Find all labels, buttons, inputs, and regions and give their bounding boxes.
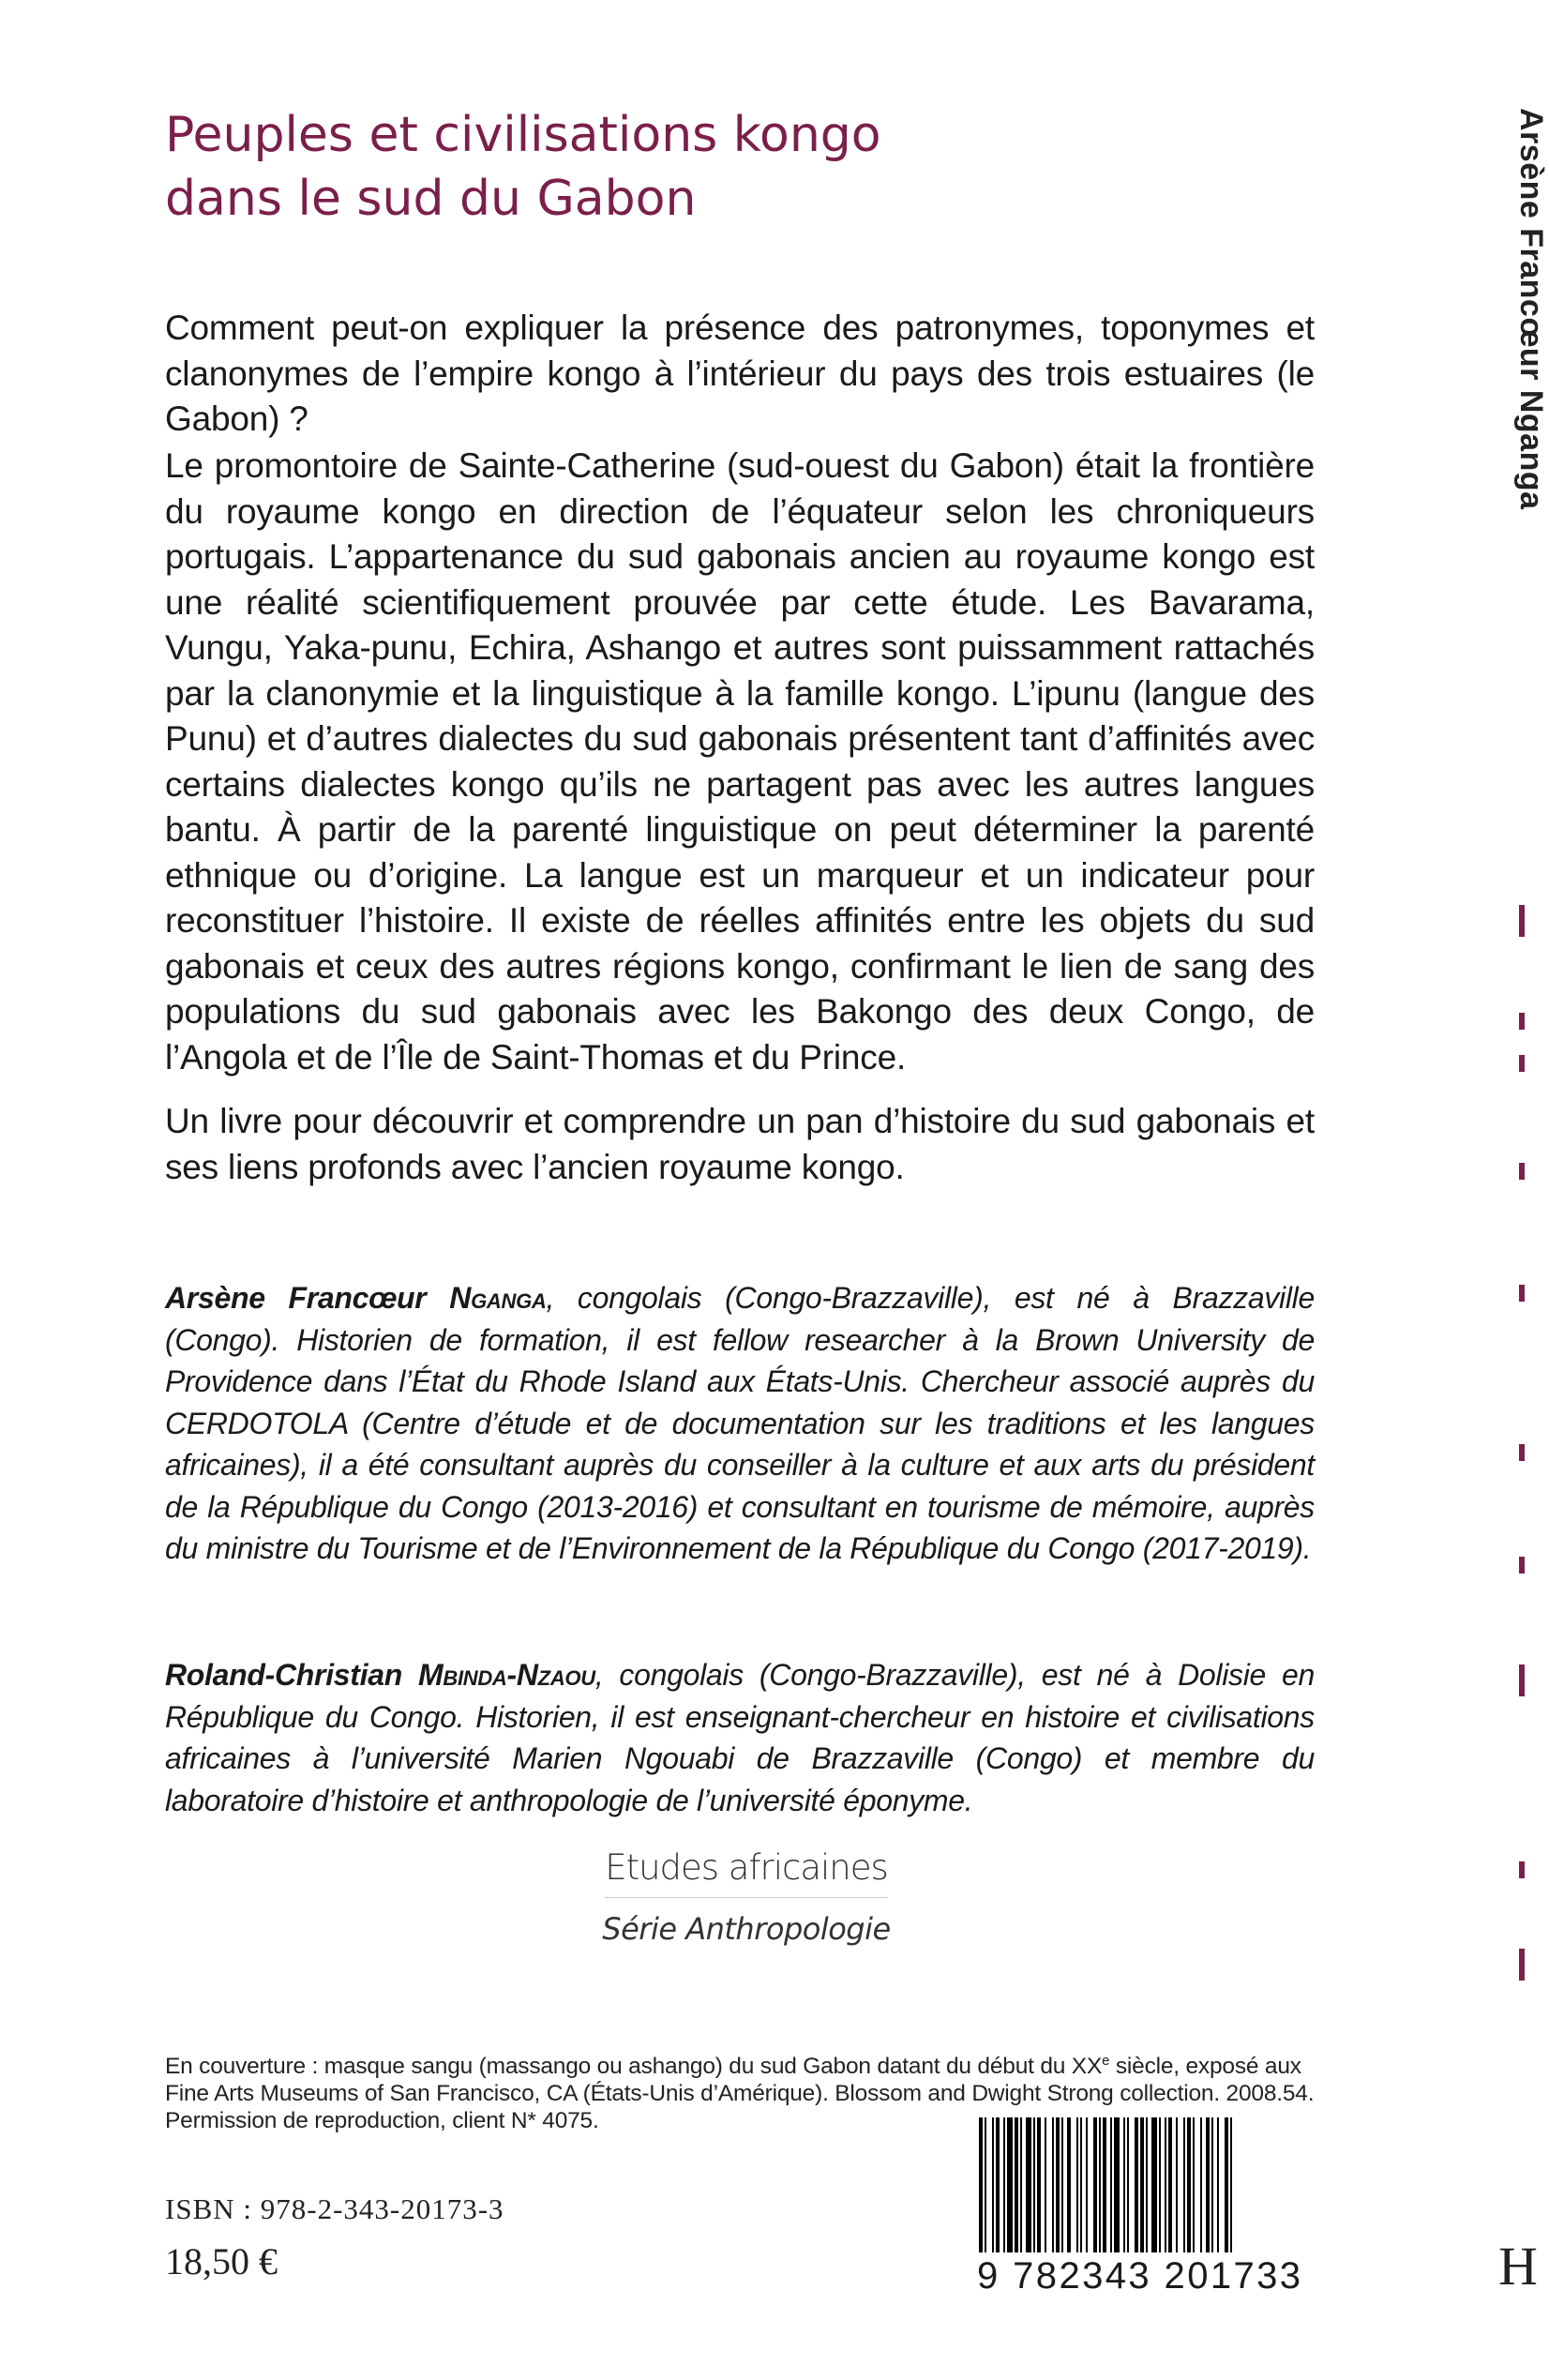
author-bio-2 <box>165 1654 1315 1821</box>
barcode-bar <box>1003 2117 1005 2258</box>
barcode-bar <box>1103 2117 1106 2258</box>
barcode-bar <box>1230 2117 1232 2258</box>
barcode-bar <box>1056 2117 1060 2258</box>
intro-paragraph: Comment peut-on expliquer la présence des patronymes, toponymes et clanonymes de l’empire kongo à l’intérieur du pays des trois estuaires (le Gabon) ? <box>165 309 1315 438</box>
spine-ornament <box>1519 905 1525 937</box>
author-1-last-name: Nganga <box>449 1281 547 1315</box>
barcode-bar <box>1007 2117 1013 2258</box>
barcode-bar <box>985 2117 986 2258</box>
barcode-bar <box>1165 2117 1166 2258</box>
cover-credit-line-1 <box>165 2047 1337 2080</box>
barcode-bar <box>992 2117 994 2258</box>
spine-ornament <box>1519 1013 1525 1030</box>
barcode-bar <box>1033 2117 1035 2258</box>
title-line-2: dans le sud du Gabon <box>165 171 697 227</box>
cover-credit-line-3: Permission de reproduction, client N* 4075. <box>165 2108 599 2134</box>
author-2-bio-text: , congolais (Congo-Brazzaville), est né à Dolisie en République du Congo. Historien, il est enseignant-chercheur en histoire et civilisations africaines à l’université Marien Ngouabi de Brazzaville (Congo) et membre du laboratoire d’histoire et anthropologie de l’université éponyme. <box>165 1658 1316 1817</box>
barcode-bar <box>1052 2117 1054 2258</box>
spine-ornament <box>1519 1444 1525 1461</box>
barcode-bar <box>1168 2117 1172 2258</box>
spine-ornament <box>1519 1664 1525 1696</box>
spine-ornament <box>1519 1055 1525 1072</box>
spine-author: Arsène Francœur Nganga <box>1513 108 1549 510</box>
barcode-bar <box>1015 2117 1018 2258</box>
author-1-bio-text: , congolais (Congo-Brazzaville), est né à Brazzaville (Congo). Historien de formation, il est fellow researcher à la Brown University de Providence dans l’État du Rhode Island aux États-Unis. Chercheur associé auprès du CERDOTOLA (Centre d’étude et de documentation sur les traditions et les langues africaines), il a été consultant auprès du conseiller à la culture et aux arts du président de la République du Congo (2013-2016) et consultant en tourisme de mémoire, auprès du ministre du Tourisme et de l’Environnement de la République du Congo (2017-2019). <box>165 1281 1315 1565</box>
barcode-bar <box>1110 2117 1112 2258</box>
barcode-bar <box>1061 2117 1063 2258</box>
barcode-bar <box>1093 2117 1097 2258</box>
barcode-bar <box>1086 2117 1088 2258</box>
description-paragraph: Le promontoire de Sainte-Catherine (sud-ouest du Gabon) était la frontière du royaume kongo en direction de l’équateur selon les chroniqueurs portugais. L’appartenance du sud gabonais ancien au royaume kongo est une réalité scientifiquement prouvée par cette étude. Les Bavarama, Vungu, Yaka-punu, Echira, Ashango et autres sont puissamment rattachés par la clanonymie et la linguistique à la famille kongo. L’ipunu (langue des Punu) et d’autres dialectes du sud gabonais présentent tant d’affinités avec certains dialectes kongo qu’ils ne partagent pas avec les autres langues bantu. À partir de la parenté linguistique on peut déterminer la parenté ethnique ou d’origine. La langue est un marqueur et un indicateur pour reconstituer l’histoire. Il existe de réelles affinités entre les objets du sud gabonais et ceux des autres régions kongo, confirmant le lien de sang des populations du sud gabonais avec les Bakongo des deux Congo, de l’Angola et de l’Île de Saint-Thomas et du Prince. <box>165 446 1315 1077</box>
author-1-first-name: Arsène Francœur <box>165 1281 427 1315</box>
publisher-logo: H <box>1498 2236 1538 2297</box>
barcode-bar <box>1225 2117 1228 2258</box>
credit-text-a: En couverture : masque sangu (massango ou ashango) du sud Gabon datant du début du XX <box>165 2054 1103 2080</box>
spine-ornament <box>1519 1861 1525 1878</box>
barcode-bar <box>1183 2117 1185 2258</box>
barcode-bar <box>1135 2117 1138 2258</box>
cover-credit-line-2: Fine Arts Museums of San Francisco, CA (États-Unis d’Amérique). Blossom and Dwight Strong collection. 2008.54. <box>165 2081 1315 2107</box>
barcode-bar <box>1080 2117 1082 2258</box>
barcode-bar <box>1140 2117 1144 2258</box>
barcode-bar <box>996 2117 1000 2258</box>
barcode-bar <box>1123 2117 1125 2258</box>
barcode-bar <box>1217 2117 1219 2258</box>
collection-block <box>596 1847 896 1947</box>
collection-series: Série Anthropologie <box>602 1911 891 1947</box>
spine-ornament <box>1519 1557 1525 1574</box>
title-line-1: Peuples et civilisations kongo <box>165 107 881 163</box>
barcode-bar <box>1200 2117 1202 2258</box>
barcode-bar <box>979 2117 983 2258</box>
collection-name: Etudes africaines <box>605 1847 888 1898</box>
barcode-bar <box>1211 2117 1213 2258</box>
barcode-digits: 9 782343 201733 <box>975 2252 1320 2299</box>
barcode-bar <box>1159 2117 1161 2258</box>
barcode-bar <box>1187 2117 1191 2258</box>
spine-ornament <box>1519 1285 1525 1302</box>
barcode-bar <box>1026 2117 1031 2258</box>
barcode-bar <box>1176 2117 1178 2258</box>
author-2-last-name: Mbinda-Nzaou <box>418 1658 595 1692</box>
barcode-bar <box>1114 2117 1120 2258</box>
book-title <box>165 103 1103 231</box>
author-bio-1 <box>165 1277 1315 1570</box>
barcode-bar <box>1076 2117 1078 2258</box>
barcode-bar <box>1127 2117 1129 2258</box>
spine-ornament <box>1519 1163 1525 1180</box>
barcode-bar <box>1020 2117 1022 2258</box>
barcode-bar <box>1037 2117 1041 2258</box>
credit-text-b: siècle, exposé aux <box>1109 2054 1301 2080</box>
spine-ornament <box>1519 1949 1525 1981</box>
barcode-bar <box>1193 2117 1195 2258</box>
barcode-bar <box>1146 2117 1148 2258</box>
barcode-bars <box>975 2117 1318 2258</box>
price: 18,50 € <box>165 2240 278 2282</box>
author-2-first-name: Roland-Christian <box>165 1658 402 1692</box>
barcode-bar <box>1099 2117 1101 2258</box>
isbn: ISBN : 978-2-343-20173-3 <box>165 2192 504 2225</box>
credit-superscript: e <box>1102 2053 1110 2069</box>
barcode-bar <box>1067 2117 1071 2258</box>
barcode-bar <box>1045 2117 1046 2258</box>
barcode-bar <box>1151 2117 1157 2258</box>
closing-paragraph: Un livre pour découvrir et comprendre un pan d’histoire du sud gabonais et ses liens profonds avec l’ancien royaume kongo. <box>165 1102 1315 1186</box>
barcode-bar <box>1206 2117 1210 2258</box>
